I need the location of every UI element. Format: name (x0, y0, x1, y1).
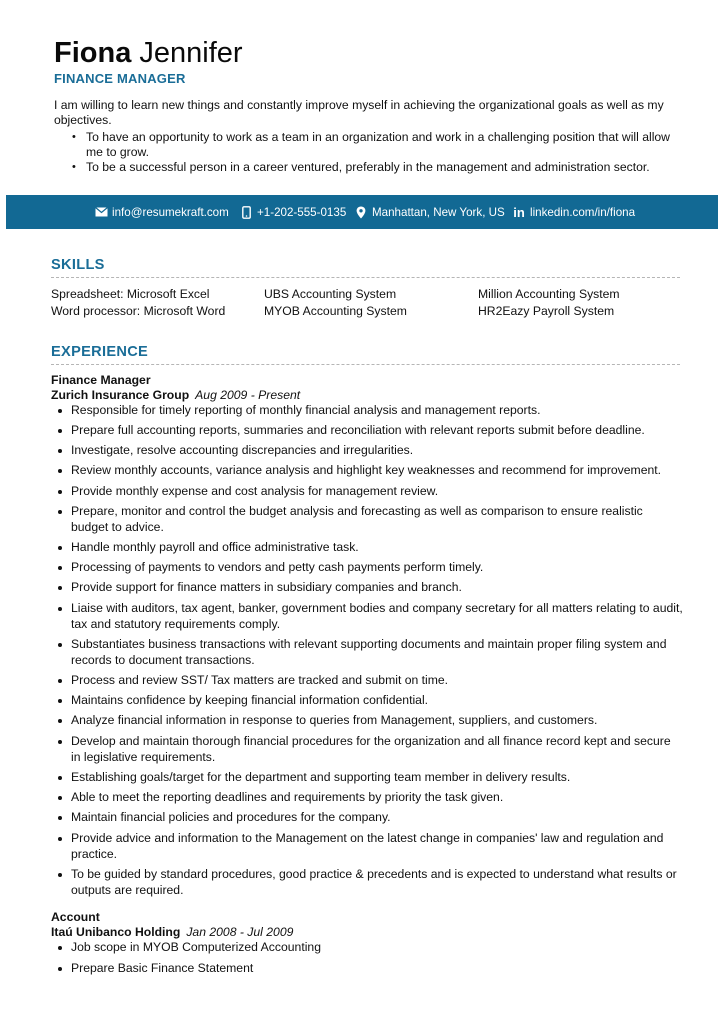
experience-heading: EXPERIENCE (51, 344, 149, 360)
summary-section (54, 98, 684, 175)
location-text: Manhattan, New York, US (372, 205, 505, 219)
job-bullet: Prepare Basic Finance Statement (71, 961, 683, 977)
contact-phone[interactable] (239, 205, 346, 219)
job-bullet: Establishing goals/target for the department and supporting team member in delivery results. (71, 770, 683, 786)
skill-item: Spreadsheet: Microsoft Excel (51, 287, 210, 301)
contact-email[interactable] (94, 205, 229, 219)
last-name: Jennifer (139, 37, 243, 69)
job-bullet: To be guided by standard procedures, good practice & precedents and is expected to understand what results or outputs are required. (71, 867, 683, 898)
job-bullet: Provide support for finance matters in subsidiary companies and branch. (71, 580, 683, 596)
experience-divider (51, 364, 680, 365)
job-bullet: Responsible for timely reporting of monthly financial analysis and management reports. (71, 403, 683, 419)
goal-item: • To have an opportunity to work as a team in an organization and work in a challenging position that will allow me to grow. (86, 130, 684, 160)
job-bullet: Prepare, monitor and control the budget analysis and forecasting as well as comparison to ensure realistic budget to advice. (71, 504, 683, 535)
job-bullet: Maintains confidence by keeping financial information confidential. (71, 693, 683, 709)
job-bullet: Analyze financial information in response to queries from Management, suppliers, and customers. (71, 713, 683, 729)
job-bullet: Prepare full accounting reports, summaries and reconciliation with relevant reports submit before deadline. (71, 423, 683, 439)
skill-item: UBS Accounting System (264, 287, 397, 301)
company-name: Zurich Insurance Group (51, 388, 190, 402)
job-bullet: Able to meet the reporting deadlines and requirements by priority the task given. (71, 790, 683, 806)
job-dates: Jan 2008 - Jul 2009 (186, 925, 294, 939)
contact-location (354, 205, 505, 219)
skills-heading: SKILLS (51, 257, 105, 273)
job-title: Account (51, 910, 100, 924)
company-line (51, 388, 300, 402)
skill-item: Word processor: Microsoft Word (51, 304, 226, 318)
contact-linkedin[interactable] (512, 205, 635, 219)
job-bullet: Provide advice and information to the Management on the latest change in companies' law and regulation and practice. (71, 831, 683, 862)
job-dates: Aug 2009 - Present (195, 388, 301, 402)
skill-item: MYOB Accounting System (264, 304, 407, 318)
job-role-title: FINANCE MANAGER (54, 71, 186, 86)
company-line (51, 925, 293, 939)
job-bullet: Process and review SST/ Tax matters are tracked and submit on time. (71, 673, 683, 689)
email-text: info@resumekraft.com (112, 205, 229, 219)
job-bullet: Develop and maintain thorough financial procedures for the organization and all finance record kept and secure in legislative requirements. (71, 734, 683, 765)
job-title: Finance Manager (51, 373, 151, 387)
linkedin-icon: in (513, 204, 525, 220)
job-bullet: Provide monthly expense and cost analysis for management review. (71, 484, 683, 500)
skill-item: Million Accounting System (478, 287, 620, 301)
job-bullet: Processing of payments to vendors and petty cash payments perform timely. (71, 560, 683, 576)
job-bullet: Maintain financial policies and procedures for the company. (71, 810, 683, 826)
goal-item: • To be a successful person in a career ventured, preferably in the management and administration sector. (86, 160, 684, 175)
skills-divider (51, 277, 680, 278)
job-bullet: Liaise with auditors, tax agent, banker, government bodies and company secretary for all matters relating to audit, tax and statutory requirements comply. (71, 601, 683, 631)
location-pin-icon (354, 205, 368, 219)
first-name: Fiona (54, 37, 132, 69)
skill-item: HR2Eazy Payroll System (478, 304, 615, 318)
job-bullet: Review monthly accounts, variance analysis and highlight key weaknesses and recommend for improvement. (71, 463, 683, 479)
job-bullet: Substantiates business transactions with relevant supporting documents and maintain proper filing system and records to document transactions. (71, 637, 683, 668)
contact-bar (6, 195, 718, 229)
summary-intro: I am willing to learn new things and constantly improve myself in achieving the organizational goals as well as my objectives. (54, 98, 664, 127)
phone-icon (239, 205, 253, 219)
job-bullet: Investigate, resolve accounting discrepancies and irregularities. (71, 443, 683, 459)
candidate-name (54, 36, 243, 70)
envelope-icon (94, 205, 108, 219)
job-bullet: Job scope in MYOB Computerized Accounting (71, 940, 683, 956)
linkedin-text: linkedin.com/in/fiona (530, 205, 636, 219)
job-bullet: Handle monthly payroll and office administrative task. (71, 540, 683, 556)
company-name: Itaú Unibanco Holding (51, 925, 181, 939)
goals-list (54, 130, 684, 175)
phone-text: +1-202-555-0135 (257, 205, 347, 219)
